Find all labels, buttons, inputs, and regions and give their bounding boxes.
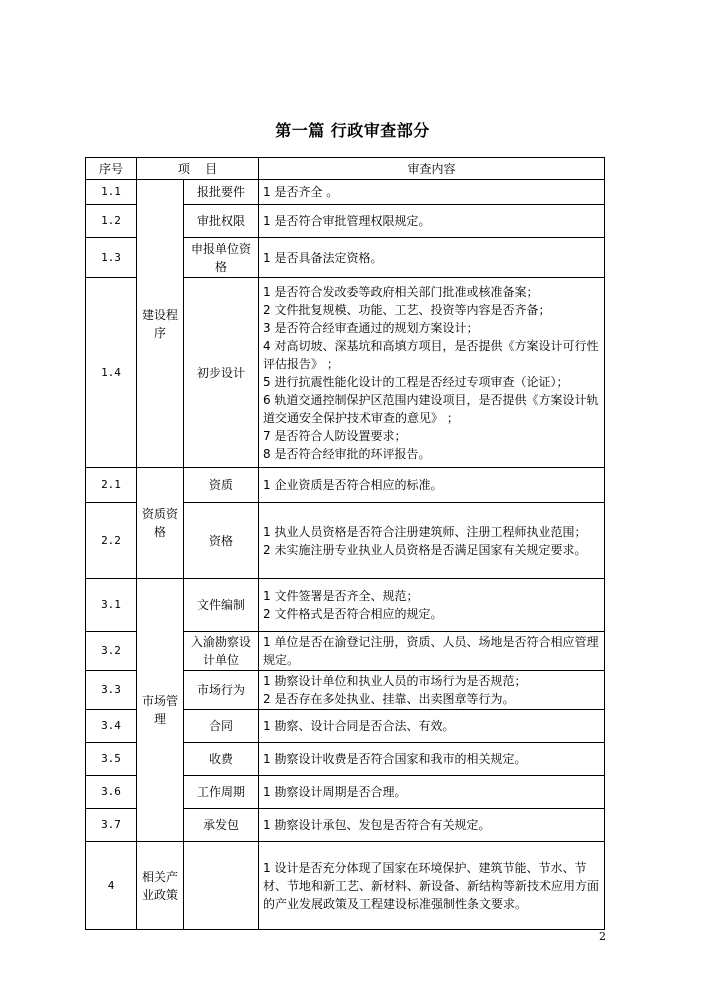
- content-line: 8 是否符合经审批的环评报告。: [263, 446, 431, 461]
- item-cell: 承发包: [184, 809, 259, 842]
- item-cell: 资格: [184, 503, 259, 579]
- content-cell: [259, 205, 605, 238]
- header-no: 序号: [86, 158, 137, 180]
- header-item: 项 目: [137, 158, 259, 180]
- item-cell: 文件编制: [184, 579, 259, 632]
- content-cell: [259, 743, 605, 776]
- category-cell: 相关产业政策: [137, 842, 184, 930]
- page-number: 2: [599, 930, 606, 943]
- content-line: 1 设计是否充分体现了国家在环境保护、建筑节能、节水、节材、节地和新工艺、新材料、新设备、新结构等新技术应用方面的产业发展政策及工程建设标准强制性条文要求。: [263, 860, 600, 911]
- content-line: 2 文件格式是否符合相应的规定。: [263, 607, 443, 621]
- row-number: 1.3: [86, 238, 137, 278]
- content-cell: [259, 710, 605, 743]
- page-title: 第一篇 行政审查部分: [275, 121, 430, 140]
- content-line: 1 企业资质是否符合相应的标准。: [263, 478, 443, 492]
- content-line: 6 轨道交通控制保护区范围内建设项目，是否提供《方案设计轨道交通安全保护技术审查的意见》 ；: [263, 392, 599, 425]
- item-cell: 工作周期: [184, 776, 259, 809]
- content-line: 1 是否齐全 。: [263, 185, 339, 199]
- table-row: [86, 579, 605, 632]
- content-cell: [259, 579, 605, 632]
- content-line: 1 勘察设计收费是否符合国家和我市的相关规定。: [263, 752, 527, 766]
- content-cell: [259, 809, 605, 842]
- content-line: 2 是否存在多处执业、挂靠、出卖图章等行为。: [263, 692, 515, 706]
- row-number: 3.7: [86, 809, 137, 842]
- item-cell: 市场行为: [184, 671, 259, 710]
- content-cell: [259, 632, 605, 671]
- table-row: [86, 180, 605, 205]
- item-cell: 合同: [184, 710, 259, 743]
- table-header-row: [86, 158, 605, 180]
- item-cell: 报批要件: [184, 180, 259, 205]
- content-line: 1 勘察、设计合同是否合法、有效。: [263, 719, 455, 733]
- table-row: [86, 842, 605, 930]
- item-cell: 收费: [184, 743, 259, 776]
- item-cell: 申报单位资格: [184, 238, 259, 278]
- review-table: [85, 157, 605, 930]
- content-cell: [259, 776, 605, 809]
- content-line: 3 是否符合经审查通过的规划方案设计；: [263, 320, 479, 335]
- row-number: 3.2: [86, 632, 137, 671]
- item-cell: 入渝勘察设计单位: [184, 632, 259, 671]
- content-line: 2 文件批复规模、功能、工艺、投资等内容是否齐备；: [263, 302, 551, 317]
- item-cell: [184, 842, 259, 930]
- category-cell: 建设程序: [137, 180, 184, 468]
- content-line: 5 进行抗震性能化设计的工程是否经过专项审查（论证）；: [263, 374, 569, 389]
- row-number: 3.4: [86, 710, 137, 743]
- row-number: 1.1: [86, 180, 137, 205]
- item-cell: 资质: [184, 468, 259, 503]
- row-number: 1.2: [86, 205, 137, 238]
- category-cell: 资质资格: [137, 468, 184, 579]
- content-line: 1 勘察设计单位和执业人员的市场行为是否规范；: [263, 674, 527, 688]
- content-cell: [259, 503, 605, 579]
- content-line: 2 未实施注册专业执业人员资格是否满足国家有关规定要求。: [263, 542, 587, 557]
- content-cell: [259, 671, 605, 710]
- row-number: 2.1: [86, 468, 137, 503]
- content-cell: [259, 842, 605, 930]
- content-line: 1 是否符合发改委等政府相关部门批准或核准备案；: [263, 284, 539, 299]
- header-content: 审查内容: [259, 158, 605, 180]
- category-cell: 市场管理: [137, 579, 184, 842]
- content-line: 7 是否符合人防设置要求；: [263, 428, 407, 443]
- row-number: 3.3: [86, 671, 137, 710]
- content-line: 1 是否具备法定资格。: [263, 250, 383, 265]
- row-number: 4: [86, 842, 137, 930]
- row-number: 1.4: [86, 278, 137, 468]
- content-cell: [259, 468, 605, 503]
- row-number: 3.5: [86, 743, 137, 776]
- row-number: 3.6: [86, 776, 137, 809]
- content-cell: [259, 278, 605, 468]
- content-line: 4 对高切坡、深基坑和高填方项目，是否提供《方案设计可行性评估报告》 ；: [263, 338, 599, 371]
- content-line: 1 执业人员资格是否符合注册建筑师、注册工程师执业范围；: [263, 524, 587, 539]
- content-line: 1 勘察设计周期是否合理。: [263, 785, 407, 799]
- row-number: 3.1: [86, 579, 137, 632]
- item-cell: 初步设计: [184, 278, 259, 468]
- content-line: 1 勘察设计承包、发包是否符合有关规定。: [263, 818, 491, 832]
- item-cell: 审批权限: [184, 205, 259, 238]
- row-number: 2.2: [86, 503, 137, 579]
- table-row: [86, 468, 605, 503]
- content-line: 1 文件签署是否齐全、规范；: [263, 589, 419, 603]
- content-line: 1 单位是否在渝登记注册，资质、人员、场地是否符合相应管理规定。: [263, 635, 599, 667]
- content-line: 1 是否符合审批管理权限规定。: [263, 214, 431, 228]
- content-cell: [259, 238, 605, 278]
- content-cell: [259, 180, 605, 205]
